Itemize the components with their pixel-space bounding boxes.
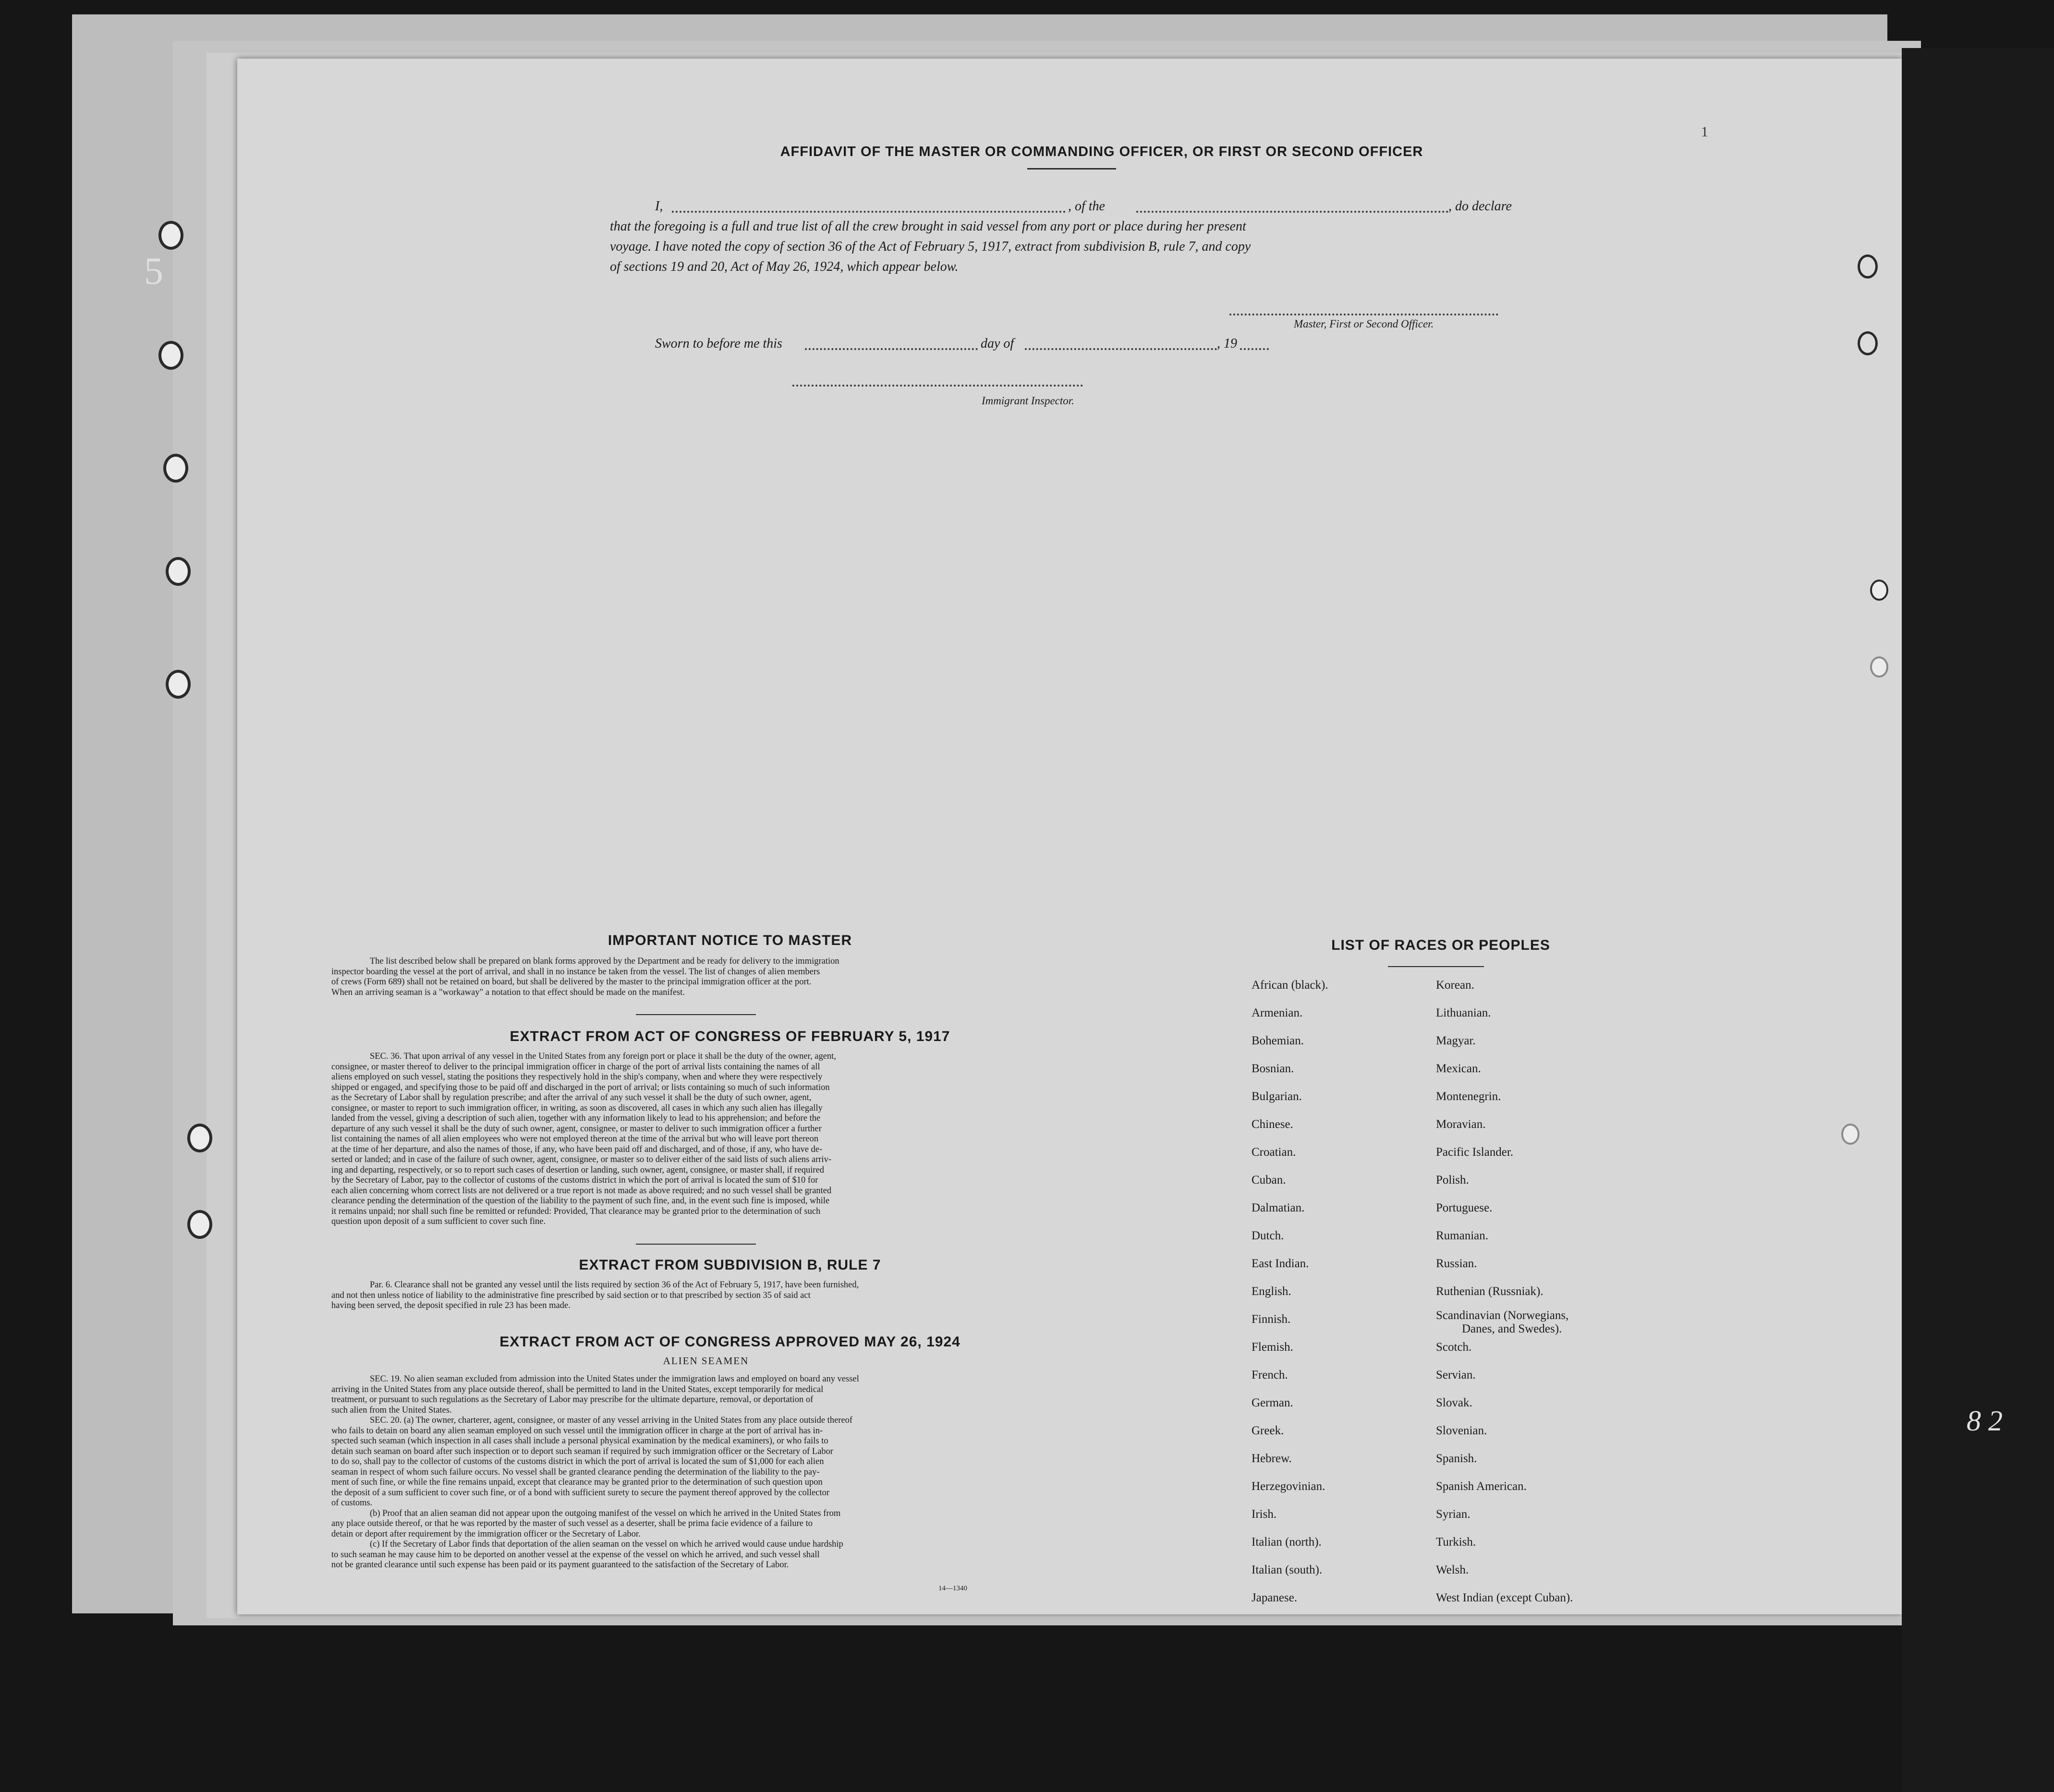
title-underline (1027, 168, 1116, 170)
extract-1917-title: EXTRACT FROM ACT OF CONGRESS OF FEBRUARY 5, 1917 (510, 1029, 950, 1044)
punch-hole (163, 454, 188, 483)
race-item: Irish. (1252, 1508, 1277, 1521)
section-36-line: it remains unpaid; nor shall such fine be remitted or refunded: Provided, That clearance may be granted prior to the determination of such (331, 1206, 821, 1216)
race-item: Bosnian. (1252, 1062, 1294, 1075)
race-item: Japanese. (1252, 1591, 1298, 1604)
section-19-20-line: (c) If the Secretary of Labor finds that deportation of the alien seaman on the vessel on which he arrived would cause undue hardship (370, 1539, 843, 1549)
race-item: Bulgarian. (1252, 1090, 1302, 1103)
race-item: Armenian. (1252, 1006, 1303, 1019)
sworn-label: Sworn to before me this (655, 336, 782, 351)
section-36-line: question upon deposit of a sum sufficient to cover such fine. (331, 1217, 546, 1226)
right-edge-shadow (1902, 48, 2054, 1792)
section-divider (636, 1244, 756, 1245)
section-19-20-line: arriving in the United States from any place outside thereof, shall be permitted to land in the United States, except temporarily for medical (331, 1384, 824, 1394)
affidavit-line-2: that the foregoing is a full and true list of all the crew brought in said vessel from any port or place during her present (610, 219, 1246, 234)
section-36-line: SEC. 36. That upon arrival of any vessel in the United States from any foreign port or place it shall be the duty of the owner, agent, (370, 1052, 836, 1061)
race-item: Spanish American. (1436, 1480, 1527, 1493)
extract-1917-text (331, 1052, 1100, 1227)
race-item: Syrian. (1436, 1508, 1471, 1521)
punch-hole (187, 1124, 212, 1152)
race-item: Italian (north). (1252, 1536, 1322, 1549)
race-item: Greek. (1252, 1424, 1284, 1437)
race-item: Mexican. (1436, 1062, 1481, 1075)
race-item: Scandinavian (Norwegians, (1436, 1309, 1569, 1322)
punch-hole (158, 341, 183, 370)
punch-hole (1870, 580, 1888, 601)
race-item: Pacific Islander. (1436, 1146, 1514, 1159)
margin-handwriting-right: 8 2 (1967, 1405, 2003, 1437)
master-signature-field[interactable] (1229, 314, 1498, 315)
affidavit-line-3: voyage. I have noted the copy of section 36 of the Act of February 5, 1917, extract from subdivision B, rule 7, and copy (610, 239, 1251, 254)
master-name-field[interactable] (672, 211, 1066, 213)
race-item: Chinese. (1252, 1118, 1293, 1131)
sworn-month-field[interactable] (1025, 348, 1217, 350)
race-item: Servian. (1436, 1368, 1476, 1381)
section-36-line: by the Secretary of Labor, pay to the collector of customs of the customs district in which the port of arrival is located the sum of $10 for (331, 1175, 818, 1185)
sworn-year-field[interactable] (1240, 348, 1269, 350)
section-36-line: list containing the names of all alien employees who were not employed thereon at the time of the arrival but who will leave port thereon (331, 1134, 819, 1144)
section-divider (636, 1014, 756, 1015)
rule-7-text (331, 1280, 1100, 1311)
race-item: Italian (south). (1252, 1563, 1323, 1576)
rule-7-line: and not then unless notice of liability to the administrative fine prescribed by said section or to that prescribed by section 35 of said act (331, 1290, 811, 1300)
affidavit-title: AFFIDAVIT OF THE MASTER OR COMMANDING OFFICER, OR FIRST OR SECOND OFFICER (780, 144, 1423, 159)
section-36-line: as the Secretary of Labor shall by regulation prescribe; and after the arrival of any such vessel it shall be the duty of such owner, agent, (331, 1093, 812, 1102)
punch-hole (187, 1210, 212, 1239)
races-title: LIST OF RACES OR PEOPLES (1331, 937, 1550, 953)
section-19-20-line: (b) Proof that an alien seaman did not appear upon the outgoing manifest of the vessel on which he arrived in the United States from (370, 1508, 841, 1518)
section-19-20-line: to do so, shall pay to the collector of customs of the customs district in which the port of arrival is located the sum of $1,000 for each alien (331, 1457, 824, 1466)
section-36-line: consignee, or master to report to such immigration officer, in writing, as soon as discovered, all cases in which any such alien has illegally (331, 1103, 823, 1113)
year-label: , 19 (1217, 336, 1237, 351)
section-19-20-line: of customs. (331, 1498, 373, 1508)
race-item: Slovak. (1436, 1396, 1472, 1409)
race-item: Portuguese. (1436, 1201, 1493, 1214)
alien-seamen-subtitle: ALIEN SEAMEN (663, 1355, 749, 1367)
punch-hole (1858, 331, 1878, 355)
extract-1924-title: EXTRACT FROM ACT OF CONGRESS APPROVED MAY 26, 1924 (499, 1334, 960, 1350)
section-36-line: at the time of her departure, and also the names of those, if any, who have been paid off and discharged, and of those, if any, who have de- (331, 1144, 823, 1154)
race-item: Dutch. (1252, 1229, 1284, 1242)
race-item: Lithuanian. (1436, 1006, 1491, 1019)
race-item: Scotch. (1436, 1341, 1472, 1354)
rule-7-line: having been served, the deposit specified in rule 23 has been made. (331, 1301, 571, 1310)
section-36-line: each alien concerning whom correct lists are not delivered or a true report is not made as above required; and no such vessel shall be granted (331, 1186, 832, 1196)
notice-line: When an arriving seaman is a "workaway" a notation to that effect should be made on the manifest. (331, 987, 685, 997)
punch-hole (1841, 1124, 1860, 1145)
section-36-line: ing and departing, respectively, or so to report such cases of desertion or landing, such owner, agent, consignee, or master shall, if required (331, 1165, 825, 1175)
race-item: Slovenian. (1436, 1424, 1487, 1437)
race-item: Danes, and Swedes). (1462, 1322, 1562, 1335)
section-19-20-line: seaman in respect of whom such failure occurs. No vessel shall be granted clearance pending the determination of the liability to the pay- (331, 1467, 820, 1477)
section-19-20-line: any place outside thereof, or that he was reported by the master of such vessel as a deserter, shall be prima facie evidence of a failure to (331, 1519, 813, 1528)
day-of-label: day of (981, 336, 1014, 351)
section-36-line: departure of any such vessel it shall be the duty of such owner, agent, consignee, or master to deliver to such immigration officer a further (331, 1124, 822, 1134)
race-item: Magyar. (1436, 1034, 1476, 1047)
section-36-line: aliens employed on such vessel, stating the positions they respectively hold in the ship's company, when and where they were respectively (331, 1072, 823, 1082)
affidavit-of-the-label: , of the (1068, 199, 1105, 214)
affidavit-line-4: of sections 19 and 20, Act of May 26, 1924, which appear below. (610, 259, 959, 274)
race-item: Russian. (1436, 1257, 1477, 1270)
inspector-signature-label: Immigrant Inspector. (982, 395, 1074, 407)
punch-hole (1870, 656, 1888, 678)
race-item: Montenegrin. (1436, 1090, 1501, 1103)
notice-line: The list described below shall be prepared on blank forms approved by the Department and be ready for delivery to the immigration (370, 957, 839, 966)
section-19-20-line: SEC. 19. No alien seaman excluded from admission into the United States under the immigration laws and employed on board any vessel (370, 1374, 859, 1384)
section-19-20-line: to such seaman he may cause him to be deported on another vessel at the expense of the vessel on which he arrived, and such vessel shall (331, 1550, 820, 1560)
race-item: Ruthenian (Russniak). (1436, 1285, 1544, 1298)
master-signature-label: Master, First or Second Officer. (1294, 318, 1434, 330)
race-item: Polish. (1436, 1174, 1469, 1187)
extract-1924-text (331, 1374, 1100, 1571)
notice-title: IMPORTANT NOTICE TO MASTER (608, 932, 852, 948)
race-item: Croatian. (1252, 1146, 1296, 1159)
race-item: Dalmatian. (1252, 1201, 1305, 1214)
margin-digit-top-right: 1 (1701, 124, 1708, 140)
race-item: Welsh. (1436, 1563, 1469, 1576)
section-36-line: shipped or engaged, and specifying those to be paid off and discharged in the port of arrival; or lists containing so much of such information (331, 1082, 830, 1092)
section-19-20-line: treatment, or pursuant to such regulations as the Secretary of Labor may prescribe for the ultimate departure, removal, or deportation of (331, 1395, 814, 1405)
section-19-20-line: the deposit of a sum sufficient to cover such fine, or of a bond with sufficient surety to secure the payment thereof approved by the collector (331, 1488, 830, 1498)
race-item: Rumanian. (1436, 1229, 1489, 1242)
inspector-signature-field[interactable] (792, 385, 1083, 387)
section-36-line: clearance pending the determination of the question of the liability to the payment of such fine, and, in the event such fine is imposed, while (331, 1196, 830, 1206)
section-36-line: consignee, or master thereof to deliver to the principal immigration officer in charge of the port of arrival lists containing the names of all (331, 1062, 820, 1072)
race-item: English. (1252, 1285, 1291, 1298)
rule-7-title: EXTRACT FROM SUBDIVISION B, RULE 7 (579, 1257, 881, 1273)
race-item: African (black). (1252, 979, 1328, 992)
notice-line: of crews (Form 689) shall not be retained on board, but shall be delivered by the master to the principal immigration officer at the port. (331, 977, 812, 987)
punch-hole (1858, 254, 1878, 278)
race-item: German. (1252, 1396, 1293, 1409)
margin-digit-left: 5 (144, 250, 163, 292)
sworn-day-field[interactable] (805, 348, 978, 350)
section-19-20-line: detain such seaman on board after such inspection or to deport such seaman if required by such immigration officer or the Secretary of Labor (331, 1446, 834, 1456)
race-item: Finnish. (1252, 1313, 1291, 1326)
section-19-20-line: who fails to detain on board any alien seaman employed on such vessel until the immigration officer in charge at the port of arrival has in- (331, 1426, 823, 1436)
race-item: Moravian. (1436, 1118, 1486, 1131)
race-item: Bohemian. (1252, 1034, 1304, 1047)
race-item: Korean. (1436, 979, 1474, 992)
section-19-20-line: such alien from the United States. (331, 1405, 452, 1415)
race-item: Cuban. (1252, 1174, 1286, 1187)
affidavit-i-label: I, (655, 199, 663, 214)
section-19-20-line: ment of such fine, or while the fine remains unpaid, except that clearance may be granted prior to the determination of such question upon (331, 1477, 823, 1487)
punch-hole (166, 670, 191, 699)
section-19-20-line: spected such seaman (which inspection in all cases shall include a personal physical examination by the medical examiners), or who fails to (331, 1436, 828, 1446)
section-19-20-line: SEC. 20. (a) The owner, charterer, agent, consignee, or master of any vessel arriving in the United States from any place outside thereof (370, 1416, 853, 1425)
section-19-20-line: not be granted clearance until such expense has been paid or its payment guaranteed to the satisfaction of the Secretary of Labor. (331, 1560, 789, 1570)
affidavit-form-sheet (237, 59, 1902, 1614)
race-item: Hebrew. (1252, 1452, 1292, 1465)
notice-text (331, 957, 1100, 998)
races-title-underline (1388, 966, 1484, 967)
punch-hole (158, 221, 183, 250)
vessel-name-field[interactable] (1136, 211, 1448, 213)
rule-7-line: Par. 6. Clearance shall not be granted any vessel until the lists required by section 36 of the Act of February 5, 1917, have been furnished, (370, 1280, 859, 1290)
race-item: Herzegovinian. (1252, 1480, 1325, 1493)
notice-line: inspector boarding the vessel at the port of arrival, and shall in no instance be taken from the vessel. The list of changes of alien members (331, 967, 820, 977)
race-item: Flemish. (1252, 1341, 1293, 1354)
race-item: West Indian (except Cuban). (1436, 1591, 1573, 1604)
form-number: 14—1340 (938, 1585, 967, 1592)
affidavit-declare-label: , do declare (1448, 199, 1512, 214)
race-item: East Indian. (1252, 1257, 1309, 1270)
race-item: French. (1252, 1368, 1288, 1381)
punch-hole (166, 557, 191, 586)
section-19-20-line: detain or deport after requirement by the immigration officer or the Secretary of Labor. (331, 1529, 641, 1539)
section-36-line: serted or landed; and in case of the failure of such owner, agent, consignee, or master so to deliver either of the said lists of such aliens arriv- (331, 1155, 832, 1164)
race-item: Spanish. (1436, 1452, 1477, 1465)
race-item: Turkish. (1436, 1536, 1476, 1549)
section-36-line: landed from the vessel, giving a description of such alien, together with any information likely to lead to his apprehension; and before the (331, 1114, 821, 1123)
